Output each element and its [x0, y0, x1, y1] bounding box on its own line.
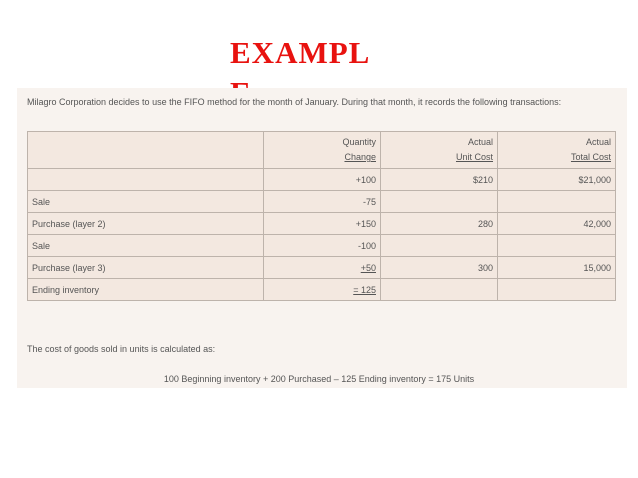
intro-text: Milagro Corporation decides to use the FIFO method for the month of January. During that month, it records the following transactions:: [27, 97, 562, 107]
row-unit-cost: [381, 235, 498, 257]
table-row: [28, 257, 616, 279]
row-quantity: -75: [264, 191, 381, 213]
row-total-cost: [498, 235, 616, 257]
row-label: Purchase (layer 3): [28, 257, 264, 279]
header-unit-cost: Actual Unit Cost: [381, 132, 498, 169]
row-total-cost: [498, 279, 616, 301]
table-row: [28, 169, 616, 191]
row-label: Ending inventory: [28, 279, 264, 301]
row-unit-cost: $210: [381, 169, 498, 191]
table-row: [28, 279, 616, 301]
row-total-cost: [498, 191, 616, 213]
row-quantity: +50: [264, 257, 381, 279]
row-unit-cost: 300: [381, 257, 498, 279]
table-row: [28, 191, 616, 213]
slide-heading: EXAMPL: [230, 35, 371, 70]
table-header-row: [28, 132, 616, 169]
row-label: Sale: [28, 191, 264, 213]
cogs-formula: 100 Beginning inventory + 200 Purchased – 125 Ending inventory = 175 Units: [163, 374, 475, 384]
row-total-cost: 15,000: [498, 257, 616, 279]
row-label: Purchase (layer 2): [28, 213, 264, 235]
row-unit-cost: [381, 279, 498, 301]
row-label: [28, 169, 264, 191]
header-blank-cell: [28, 132, 264, 169]
row-quantity: +100: [264, 169, 381, 191]
transactions-table: [27, 131, 616, 301]
summary-label: The cost of goods sold in units is calculated as:: [27, 344, 216, 354]
row-label: Sale: [28, 235, 264, 257]
row-total-cost: $21,000: [498, 169, 616, 191]
table-row: [28, 213, 616, 235]
table-row: [28, 235, 616, 257]
row-quantity: +150: [264, 213, 381, 235]
header-total-cost: Actual Total Cost: [498, 132, 616, 169]
row-unit-cost: [381, 191, 498, 213]
header-quantity-change: Quantity Change: [264, 132, 381, 169]
row-unit-cost: 280: [381, 213, 498, 235]
row-total-cost: 42,000: [498, 213, 616, 235]
row-quantity: -100: [264, 235, 381, 257]
row-quantity: = 125: [264, 279, 381, 301]
